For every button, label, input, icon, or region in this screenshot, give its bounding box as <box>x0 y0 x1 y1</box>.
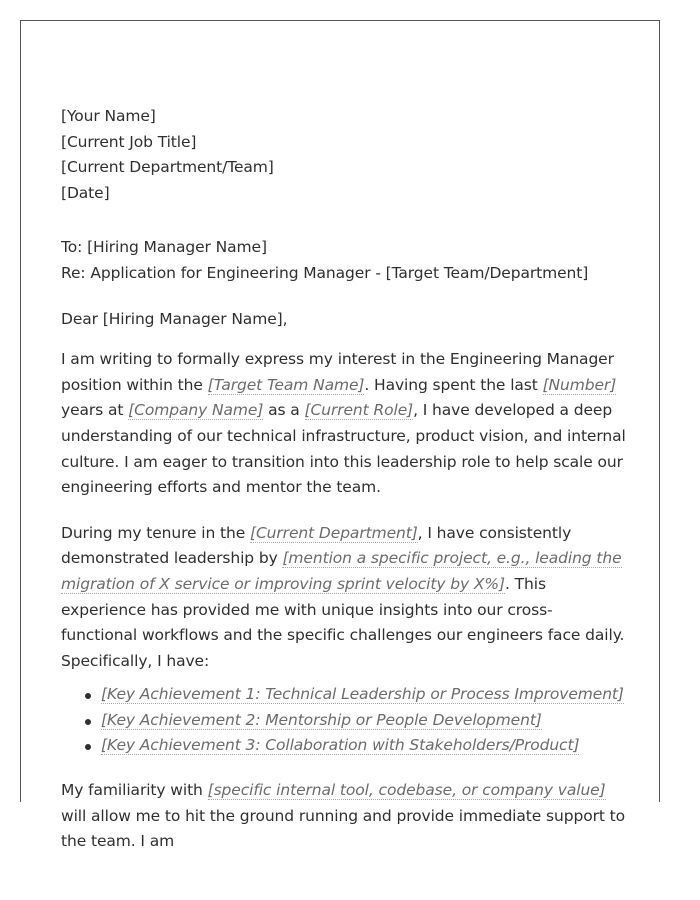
bullet-icon <box>85 744 91 750</box>
paragraph-text: I am writing to formally express my interest in the Engineering Manager position within the <box>61 350 614 394</box>
paragraph-text: . This experience has provided me with unique insights into our cross-functional workflows and the specific challenges our engineers face daily. Specifically, I have: <box>61 574 625 670</box>
letter-content <box>61 104 626 855</box>
placeholder-number: [Number] <box>542 375 617 394</box>
bullet-icon <box>85 719 91 725</box>
paragraph-text: as a <box>263 401 305 420</box>
to-line: To: [Hiring Manager Name] <box>61 238 267 257</box>
achievements-list <box>61 682 626 759</box>
paragraph-text: During my tenure in the <box>61 523 251 542</box>
sender-block <box>61 104 626 206</box>
placeholder-current-department: [Current Department] <box>250 523 418 542</box>
paragraph-text: years at <box>61 401 129 420</box>
paragraph-text: will allow me to hit the ground running and provide immediate support to the team. I am <box>61 806 626 851</box>
salutation: Dear [Hiring Manager Name], <box>61 309 288 328</box>
list-item <box>101 733 626 759</box>
paragraph-text: , I have consistently demonstrated leadership by <box>61 523 572 568</box>
list-item <box>101 708 626 734</box>
letter-page <box>20 20 660 851</box>
bullet-icon <box>85 693 91 699</box>
placeholder-target-team: [Target Team Name] <box>207 375 365 394</box>
placeholder-achievement: [Key Achievement 1: Technical Leadership or Process Improvement] <box>101 685 624 704</box>
placeholder-company-name: [Company Name] <box>128 401 264 420</box>
sender-name: [Your Name] <box>61 107 156 125</box>
paragraph-familiarity <box>61 778 626 855</box>
placeholder-internal-tool: [specific internal tool, codebase, or company value] <box>207 781 606 800</box>
letter-date: [Date] <box>61 183 110 202</box>
placeholder-current-role: [Current Role] <box>304 401 414 420</box>
list-item <box>101 682 626 708</box>
paragraph-text: . Having spent the last <box>364 375 543 394</box>
paragraph-intro <box>61 347 626 501</box>
recipient-block <box>61 235 626 286</box>
paragraph-text: , I have developed a deep understanding of our technical infrastructure, product vision, and internal culture. I am eager to transition into this leadership role to help scale our engineering efforts and mentor the team. <box>61 401 626 497</box>
placeholder-specific-project: [mention a specific project, e.g., leading the migration of X service or improving sprint velocity by X%] <box>61 549 622 593</box>
sender-department: [Current Department/Team] <box>61 158 274 177</box>
placeholder-achievement: [Key Achievement 2: Mentorship or People Development] <box>101 710 542 729</box>
paragraph-text: My familiarity with <box>61 781 208 800</box>
sender-job-title: [Current Job Title] <box>61 132 197 151</box>
placeholder-achievement: [Key Achievement 3: Collaboration with Stakeholders/Product] <box>101 736 580 755</box>
re-line: Re: Application for Engineering Manager - [Target Team/Department] <box>61 263 589 282</box>
paragraph-experience <box>61 521 626 675</box>
